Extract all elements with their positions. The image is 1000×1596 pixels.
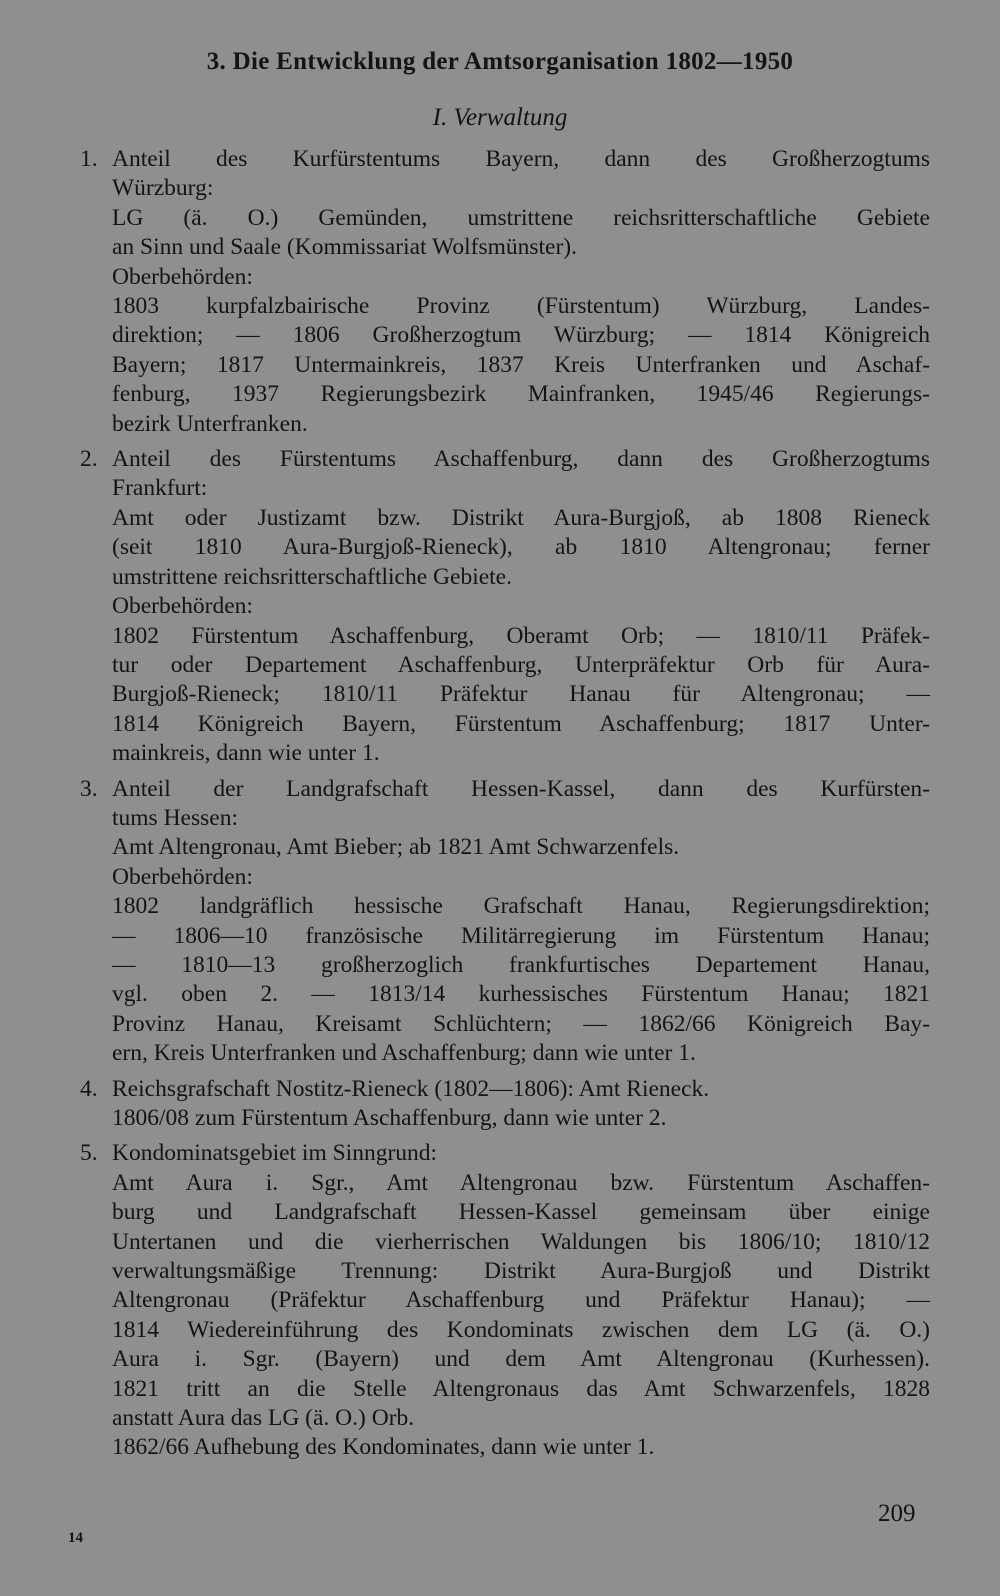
text-line: 1814 Königreich Bayern, Fürstentum Aschaffenburg; 1817 Unter-: [112, 710, 930, 737]
text-line: Amt oder Justizamt bzw. Distrikt Aura-Burgjoß, ab 1808 Rieneck: [112, 504, 930, 531]
text-line: Aura i. Sgr. (Bayern) und dem Amt Altengronau (Kurhessen).: [112, 1346, 930, 1373]
text-line: Reichsgrafschaft Nostitz-Rieneck (1802—1806): Amt Rieneck.: [112, 1075, 710, 1102]
section-paragraph: [112, 1075, 930, 1134]
text-line: Bayern; 1817 Untermainkreis, 1837 Kreis Unterfranken und Aschaf-: [112, 351, 930, 378]
text-line: Burgjoß-Rieneck; 1810/11 Präfektur Hanau für Altengronau; —: [112, 681, 930, 708]
text-line: Würzburg:: [112, 175, 214, 202]
signature-mark: 14: [68, 1530, 83, 1546]
text-line: anstatt Aura das LG (ä. O.) Orb.: [112, 1405, 415, 1432]
numbered-section: [80, 445, 930, 768]
text-line: 1814 Wiedereinführung des Kondominats zwischen dem LG (ä. O.): [112, 1316, 930, 1343]
text-line: vgl. oben 2. — 1813/14 kurhessisches Fürstentum Hanau; 1821: [112, 981, 930, 1008]
text-line: Amt Altengronau, Amt Bieber; ab 1821 Amt Schwarzenfels.: [112, 834, 680, 861]
text-line: 1802 landgräflich hessische Grafschaft Hanau, Regierungsdirektion;: [112, 893, 930, 920]
page-title: 3. Die Entwicklung der Amtsorganisation 1802—1950: [206, 48, 794, 75]
text-line: tums Hessen:: [112, 804, 238, 831]
text-line: Anteil des Fürstentums Aschaffenburg, dann des Großherzogtums: [112, 446, 930, 473]
text-line: LG (ä. O.) Gemünden, umstrittene reichsritterschaftliche Gebiete: [112, 204, 930, 231]
text-line: ern, Kreis Unterfranken und Aschaffenburg; dann wie unter 1.: [112, 1040, 696, 1067]
text-line: 1821 tritt an die Stelle Altengronaus das Amt Schwarzenfels, 1828: [112, 1375, 930, 1402]
text-line: Amt Aura i. Sgr., Amt Altengronau bzw. Fürstentum Aschaffen-: [112, 1169, 930, 1196]
text-line: an Sinn und Saale (Kommissariat Wolfsmünster).: [112, 234, 577, 261]
section-number: 1.: [80, 146, 98, 172]
section-paragraph: [112, 775, 930, 1069]
body-text: [80, 145, 930, 1463]
numbered-section: [80, 145, 930, 439]
text-line: 1803 kurpfalzbairische Provinz (Fürstentum) Würzburg, Landes-: [112, 293, 930, 320]
section-number: 5.: [80, 1140, 98, 1167]
text-line: 1862/66 Aufhebung des Kondominates, dann wie unter 1.: [112, 1434, 655, 1461]
text-line: Provinz Hanau, Kreisamt Schlüchtern; — 1862/66 Königreich Bay-: [112, 1010, 930, 1037]
text-line: (seit 1810 Aura-Burgjoß-Rieneck), ab 1810 Altengronau; ferner: [112, 534, 930, 561]
text-line: Kondominatsgebiet im Sinngrund:: [112, 1140, 438, 1167]
section-subtitle: I. Verwaltung: [432, 104, 568, 131]
text-line: Anteil des Kurfürstentums Bayern, dann des Großherzogtums: [112, 146, 930, 172]
text-line: Frankfurt:: [112, 475, 208, 502]
section-paragraph: [112, 445, 930, 768]
section-number: 2.: [80, 446, 98, 473]
text-line: umstrittene reichsritterschaftliche Gebiete.: [112, 563, 512, 590]
text-line: direktion; — 1806 Großherzogtum Würzburg; — 1814 Königreich: [112, 322, 930, 349]
text-line: 1806/08 zum Fürstentum Aschaffenburg, dann wie unter 2.: [112, 1105, 667, 1131]
text-line: burg und Landgrafschaft Hessen-Kassel gemeinsam über einige: [112, 1199, 930, 1226]
text-line: mainkreis, dann wie unter 1.: [112, 740, 380, 767]
text-line: — 1806—10 französische Militärregierung im Fürstentum Hanau;: [112, 922, 930, 949]
text-line: Oberbehörden:: [112, 593, 253, 620]
text-line: — 1810—13 großherzoglich frankfurtisches Departement Hanau,: [112, 951, 930, 978]
text-line: Anteil der Landgrafschaft Hessen-Kassel, dann des Kurfürsten-: [112, 775, 930, 802]
section-number: 4.: [80, 1075, 98, 1102]
section-paragraph: [112, 1139, 930, 1462]
text-line: Untertanen und die vierherrischen Waldungen bis 1806/10; 1810/12: [112, 1228, 930, 1255]
text-line: fenburg, 1937 Regierungsbezirk Mainfranken, 1945/46 Regierungs-: [112, 381, 930, 408]
text-line: Oberbehörden:: [112, 263, 253, 290]
numbered-section: [80, 775, 930, 1069]
text-line: Oberbehörden:: [112, 863, 253, 890]
text-line: tur oder Departement Aschaffenburg, Unterpräfektur Orb für Aura-: [112, 651, 930, 678]
text-line: Altengronau (Präfektur Aschaffenburg und Präfektur Hanau); —: [112, 1287, 930, 1314]
section-number: 3.: [80, 775, 98, 802]
text-line: verwaltungsmäßige Trennung: Distrikt Aura-Burgjoß und Distrikt: [112, 1258, 930, 1285]
page-number: 209: [878, 1500, 916, 1527]
numbered-section: [80, 1075, 930, 1134]
text-line: bezirk Unterfranken.: [112, 410, 308, 437]
text-line: 1802 Fürstentum Aschaffenburg, Oberamt Orb; — 1810/11 Präfek-: [112, 622, 930, 649]
section-paragraph: [112, 145, 930, 439]
numbered-section: [80, 1139, 930, 1462]
